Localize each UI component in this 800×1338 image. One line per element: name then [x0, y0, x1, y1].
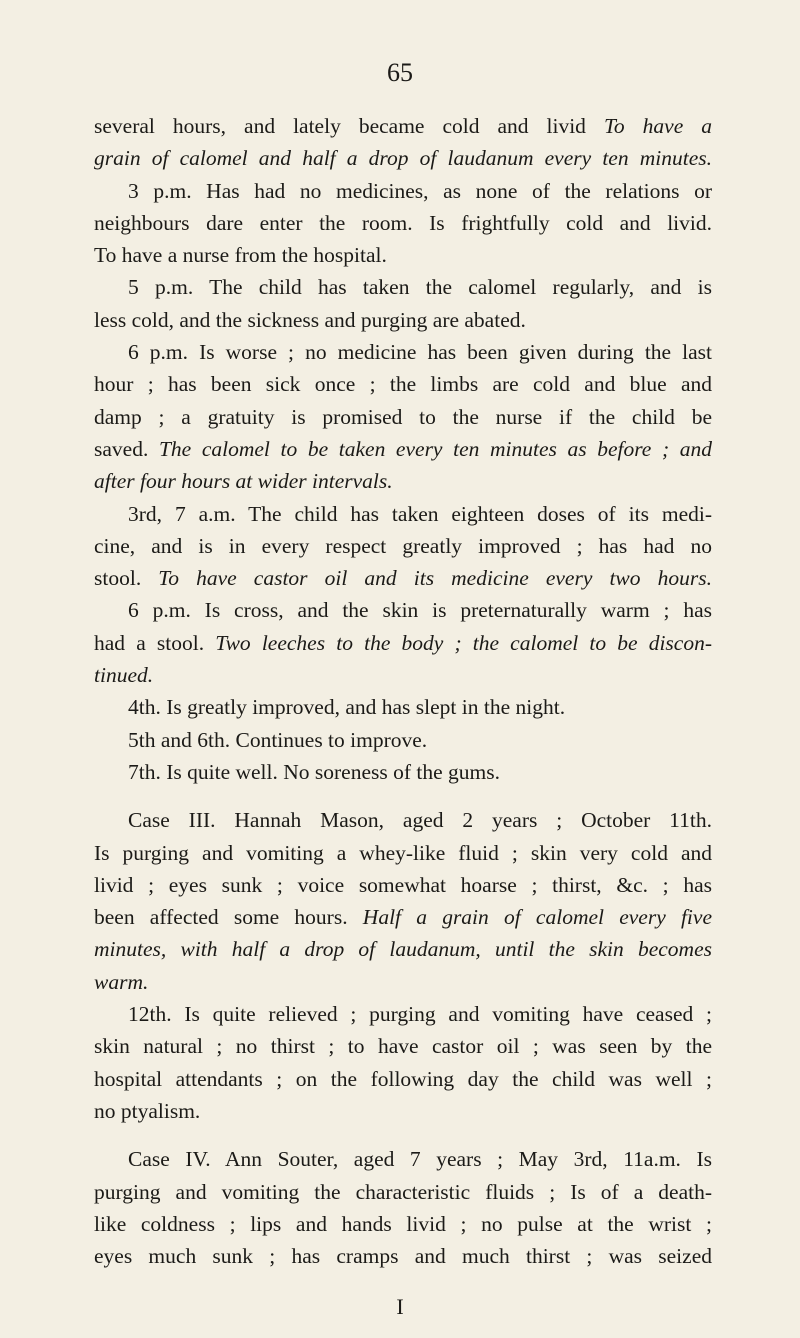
text-line: 5th and 6th. Continues to improve. [128, 727, 428, 752]
text-line: minutes, with half a drop of laudanum, until the skin becomes [94, 937, 712, 962]
italic-instruction: Half a grain of calomel every five [362, 905, 712, 930]
text-line: had a stool. Two leeches to the body ; the calomel to be discon- [94, 630, 712, 655]
text-line: 7th. Is quite well. No soreness of the gums. [128, 759, 501, 784]
text-line: neighbours dare enter the room. Is frightfully cold and livid. [94, 210, 712, 235]
italic-instruction: To have castor oil and its medicine every two hours. [158, 566, 712, 591]
page-number: 65 [387, 58, 413, 87]
text-line: Case IV. Ann Souter, aged 7 years ; May 3rd, 11a.m. Is [128, 1147, 712, 1172]
text-line: after four hours at wider intervals. [94, 469, 393, 494]
text-line: 3rd, 7 a.m. The child has taken eighteen doses of its medi- [128, 501, 712, 526]
text-line: 5 p.m. The child has taken the calomel regularly, and is [128, 275, 712, 300]
text-line: Is purging and vomiting a whey-like fluid ; skin very cold and [94, 840, 712, 865]
text-line: several hours, and lately became cold and livid To have a [94, 114, 713, 138]
italic-instruction: The calomel to be taken every ten minutes as before ; and [158, 436, 712, 461]
text-line: like coldness ; lips and hands livid ; no pulse at the wrist ; [94, 1211, 712, 1236]
text-line: 6 p.m. Is cross, and the skin is preternaturally warm ; has [128, 598, 712, 623]
text-line: skin natural ; no thirst ; to have castor oil ; was seen by the [94, 1034, 712, 1059]
text-line: hospital attendants ; on the following day the child was well ; [94, 1066, 712, 1091]
text-line: been affected some hours. Half a grain of calomel every five [94, 905, 712, 930]
body-text [94, 110, 712, 1272]
text-line: 12th. Is quite relieved ; purging and vomiting have ceased ; [128, 1002, 712, 1027]
text-line: purging and vomiting the characteristic fluids ; Is of a death- [94, 1179, 712, 1204]
text-line: hour ; has been sick once ; the limbs are cold and blue and [94, 372, 712, 397]
text-line: 3 p.m. Has had no medicines, as none of the relations or [128, 178, 712, 203]
text-line: less cold, and the sickness and purging are abated. [94, 307, 526, 332]
italic-instruction: To have a [603, 114, 713, 138]
text-line: grain of calomel and half a drop of laudanum every ten minutes. [94, 146, 712, 171]
text-line: Case III. Hannah Mason, aged 2 years ; October 11th. [128, 808, 712, 833]
text-line: eyes much sunk ; has cramps and much thirst ; was seized [94, 1244, 712, 1269]
text-line: warm. [94, 969, 149, 994]
text-line: damp ; a gratuity is promised to the nurse if the child be [94, 404, 712, 429]
paragraph-gap [94, 1127, 712, 1143]
text-line: stool. To have castor oil and its medicine every two hours. [94, 566, 712, 591]
signature-mark: I [396, 1294, 404, 1319]
text-line: 6 p.m. Is worse ; no medicine has been given during the last [128, 340, 712, 365]
text-line: To have a nurse from the hospital. [94, 243, 387, 268]
text-line: tinued. [94, 663, 154, 688]
text-line: no ptyalism. [94, 1098, 201, 1123]
text-line: saved. The calomel to be taken every ten minutes as before ; and [94, 436, 712, 461]
text-line: cine, and is in every respect greatly improved ; has had no [94, 533, 712, 558]
italic-instruction: Two leeches to the body ; the calomel to be discon- [215, 630, 712, 655]
text-line: livid ; eyes sunk ; voice somewhat hoarse ; thirst, &c. ; has [94, 872, 712, 897]
paragraph-gap [94, 788, 712, 804]
text-line: 4th. Is greatly improved, and has slept in the night. [128, 695, 566, 720]
